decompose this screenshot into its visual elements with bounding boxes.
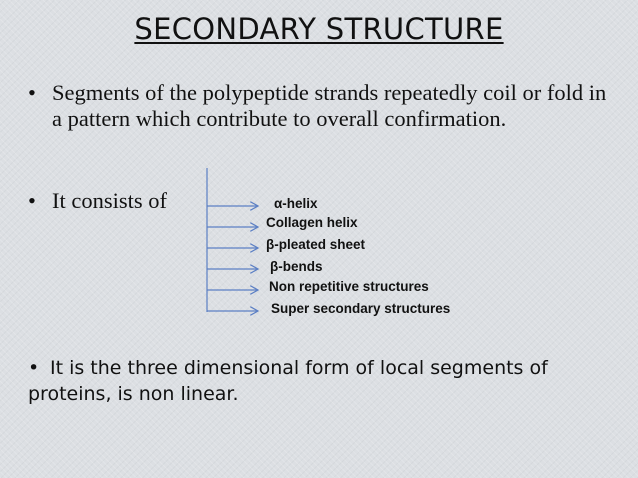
item-super-secondary: Super secondary structures [271,301,451,316]
item-collagen-helix: Collagen helix [266,215,358,230]
item-non-repetitive: Non repetitive structures [269,279,429,294]
bullet-marker: • [28,357,40,379]
item-beta-bends: β-bends [270,259,323,274]
bullet-marker: • [28,80,36,105]
bullet-text: It consists of [52,188,167,213]
slide-title: SECONDARY STRUCTURE [134,12,504,46]
item-alpha-helix: α-helix [274,196,318,211]
item-beta-pleated-sheet: β-pleated sheet [266,237,366,252]
bullet-three-dimensional [28,355,628,407]
bullet-marker: • [28,188,36,213]
bullet-text: Segments of the polypeptide strands repeatedly coil or fold in a pattern which contribute to overall confirmation. [52,80,607,131]
bullet-text: It is the three dimensional form of local segments of proteins, is non linear. [28,357,548,405]
